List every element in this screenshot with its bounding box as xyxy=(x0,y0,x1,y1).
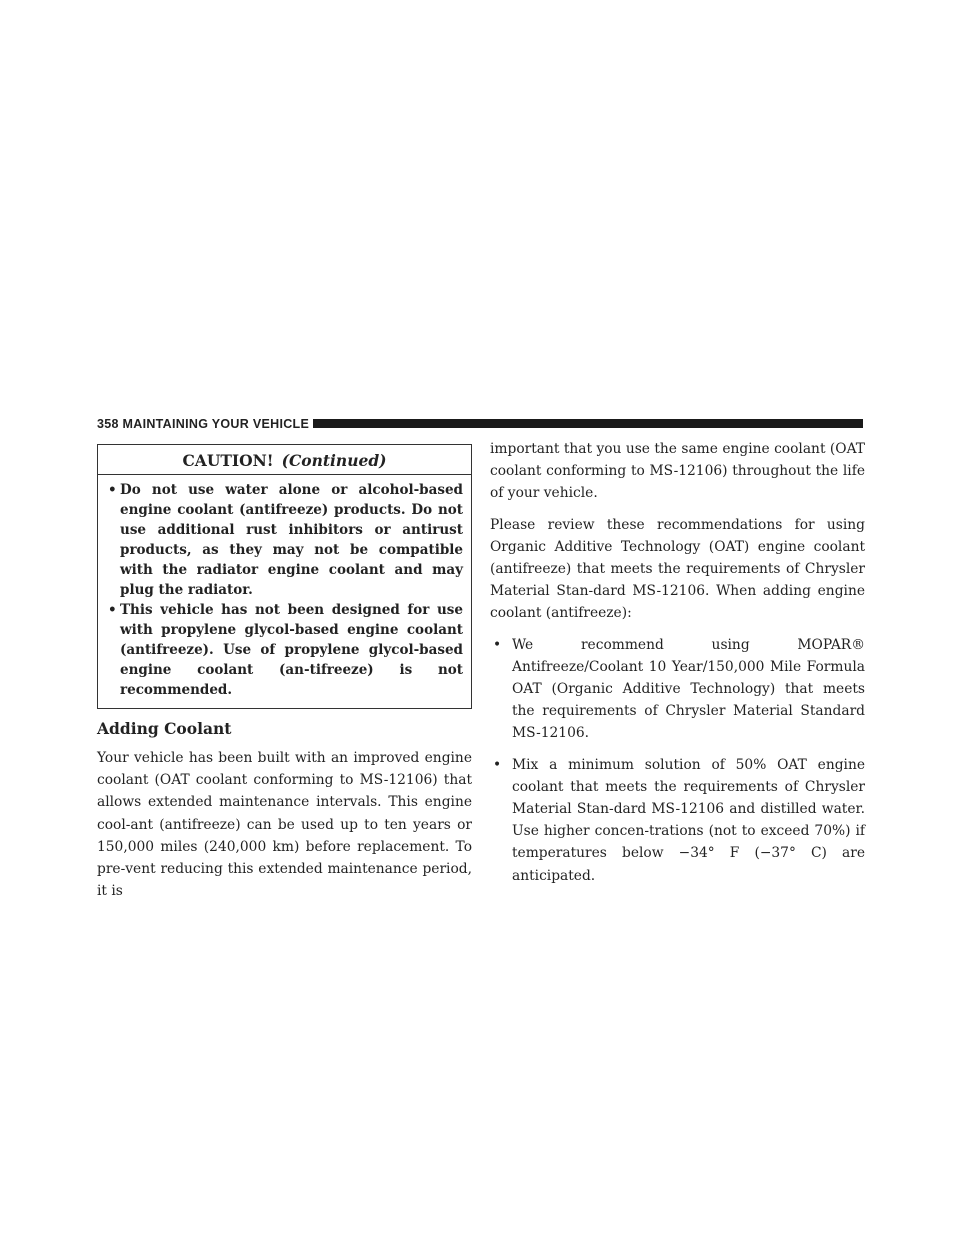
caution-item: • This vehicle has not been designed for use with propylene glycol-based engine coolant (antifreeze). Use of propylene glycol-based engine coolant (an-tifreeze) is not recommended. xyxy=(106,600,463,700)
bullet-text: Mix a minimum solution of 50% OAT engine coolant that meets the requirements of Chrysler Material Stan-dard MS-12106 and distilled water. Use higher concen-trations (not to exceed 70%) if temperatures below −34° F (−37° C) are anticipated. xyxy=(512,756,865,884)
body-paragraph: Your vehicle has been built with an improved engine coolant (OAT coolant conforming to MS-12106) that allows extended maintenance intervals. This engine cool-ant (antifreeze) can be used up to ten years or 150,000 miles (240,000 km) before replacement. To pre-vent reducing this extended maintenance period, it is xyxy=(97,750,472,900)
recommendation-bullets xyxy=(490,634,865,887)
right-column xyxy=(490,441,865,896)
bullet-item xyxy=(490,754,865,887)
left-column xyxy=(97,444,472,911)
caution-label: CAUTION! xyxy=(182,451,274,470)
continuation-paragraph: important that you use the same engine coolant (OAT coolant conforming to MS-12106) throughout the life of your vehicle. xyxy=(490,441,865,502)
bullet-text: We recommend using MOPAR® Antifreeze/Coolant 10 Year/150,000 Mile Formula OAT (Organic Additive Technology) that meets the requirements of Chrysler Material Standard MS-12106. xyxy=(512,636,865,742)
page-number-section-label: 358 MAINTAINING YOUR VEHICLE xyxy=(97,417,310,431)
header-rule-bar xyxy=(313,419,863,428)
caution-box xyxy=(97,444,472,709)
caution-list xyxy=(98,475,471,708)
bullet-dot: • xyxy=(493,636,502,653)
bullet-item xyxy=(490,634,865,745)
recommendation-paragraph: Please review these recommendations for using Organic Additive Technology (OAT) engine coolant (antifreeze) that meets the requirements of Chrysler Material Stan-dard MS-12106. When adding engine coolant (antifreeze): xyxy=(490,516,865,622)
caution-title xyxy=(98,445,471,475)
caution-item: • Do not use water alone or alcohol-based engine coolant (antifreeze) products. Do not use additional rust inhibitors or antirust products, as they may not be compatible with the radiator engine coolant and may plug the radiator. xyxy=(106,480,463,600)
caution-continued-label: (Continued) xyxy=(281,451,387,470)
bullet-dot: • xyxy=(493,756,502,773)
section-heading: Adding Coolant xyxy=(97,719,232,738)
page-header xyxy=(97,417,863,431)
